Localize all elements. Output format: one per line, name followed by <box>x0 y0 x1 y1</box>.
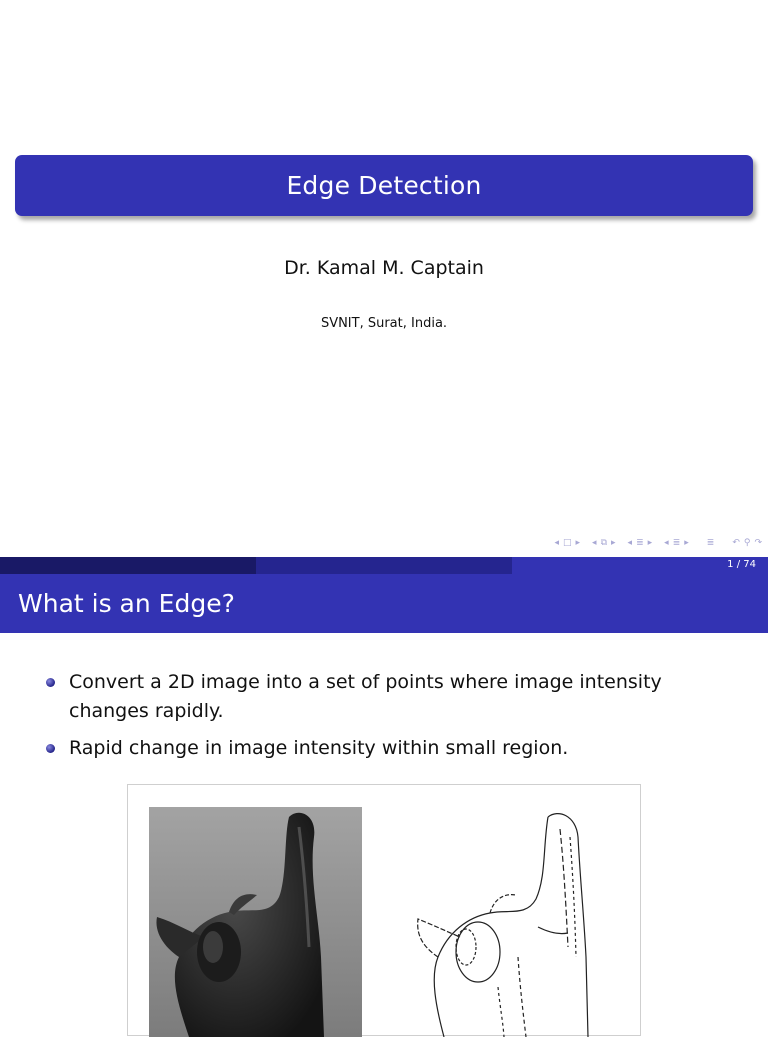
list-item <box>46 734 726 763</box>
frame-title: What is an Edge? <box>18 589 235 618</box>
nav-next-frame-icon[interactable]: ▸ <box>575 538 581 548</box>
frame-title-bar <box>0 574 768 633</box>
author-name: Dr. Kamal M. Captain <box>284 257 484 279</box>
section-headline-bar <box>0 557 768 574</box>
headline-segment-2 <box>256 557 512 574</box>
sculpture-photo <box>149 807 362 1037</box>
edge-example-figure <box>127 784 641 1036</box>
nav-back-icon[interactable]: ↶ <box>732 538 740 548</box>
institute-name: SVNIT, Surat, India. <box>320 316 448 331</box>
nav-section-icon[interactable]: ≣ <box>636 538 644 548</box>
nav-prev-subsection-icon[interactable]: ◂ <box>592 538 597 548</box>
nav-prev-frame-icon[interactable]: ◂ <box>554 538 559 548</box>
nav-next-subsection-icon[interactable]: ▸ <box>611 538 616 548</box>
beamer-navigation-bar <box>554 538 762 548</box>
bullet-icon <box>46 678 55 687</box>
edge-map-sketch <box>408 807 628 1037</box>
nav-prev-section-icon[interactable]: ◂ <box>627 538 633 548</box>
bullet-list <box>46 668 726 771</box>
bullet-text: Convert a 2D image into a set of points where image intensity changes rapidly. <box>69 671 662 722</box>
nav-next-section-icon[interactable]: ▸ <box>647 538 653 548</box>
sculpture-photo-graphic <box>149 807 362 1037</box>
nav-frame-icon[interactable]: □ <box>563 538 572 548</box>
nav-forward-icon[interactable]: ↷ <box>754 538 762 548</box>
nav-prev-part-icon[interactable]: ◂ <box>664 538 669 548</box>
headline-segment-1 <box>0 557 256 574</box>
edge-map-graphic <box>408 807 628 1037</box>
headline-segment-3 <box>512 557 768 574</box>
nav-toc-icon[interactable]: ≣ <box>706 538 715 548</box>
nav-next-part-icon[interactable]: ▸ <box>684 538 689 548</box>
bullet-text: Rapid change in image intensity within small region. <box>69 737 569 759</box>
bullet-icon <box>46 744 55 753</box>
title-block <box>15 155 753 216</box>
nav-search-icon[interactable]: ⚲ <box>743 538 751 548</box>
list-item <box>46 668 726 726</box>
page-indicator: 1 / 74 <box>727 559 756 570</box>
presentation-title: Edge Detection <box>286 171 482 200</box>
nav-subsection-icon[interactable]: ⧉ <box>600 538 608 548</box>
nav-part-icon[interactable]: ≣ <box>672 538 681 548</box>
